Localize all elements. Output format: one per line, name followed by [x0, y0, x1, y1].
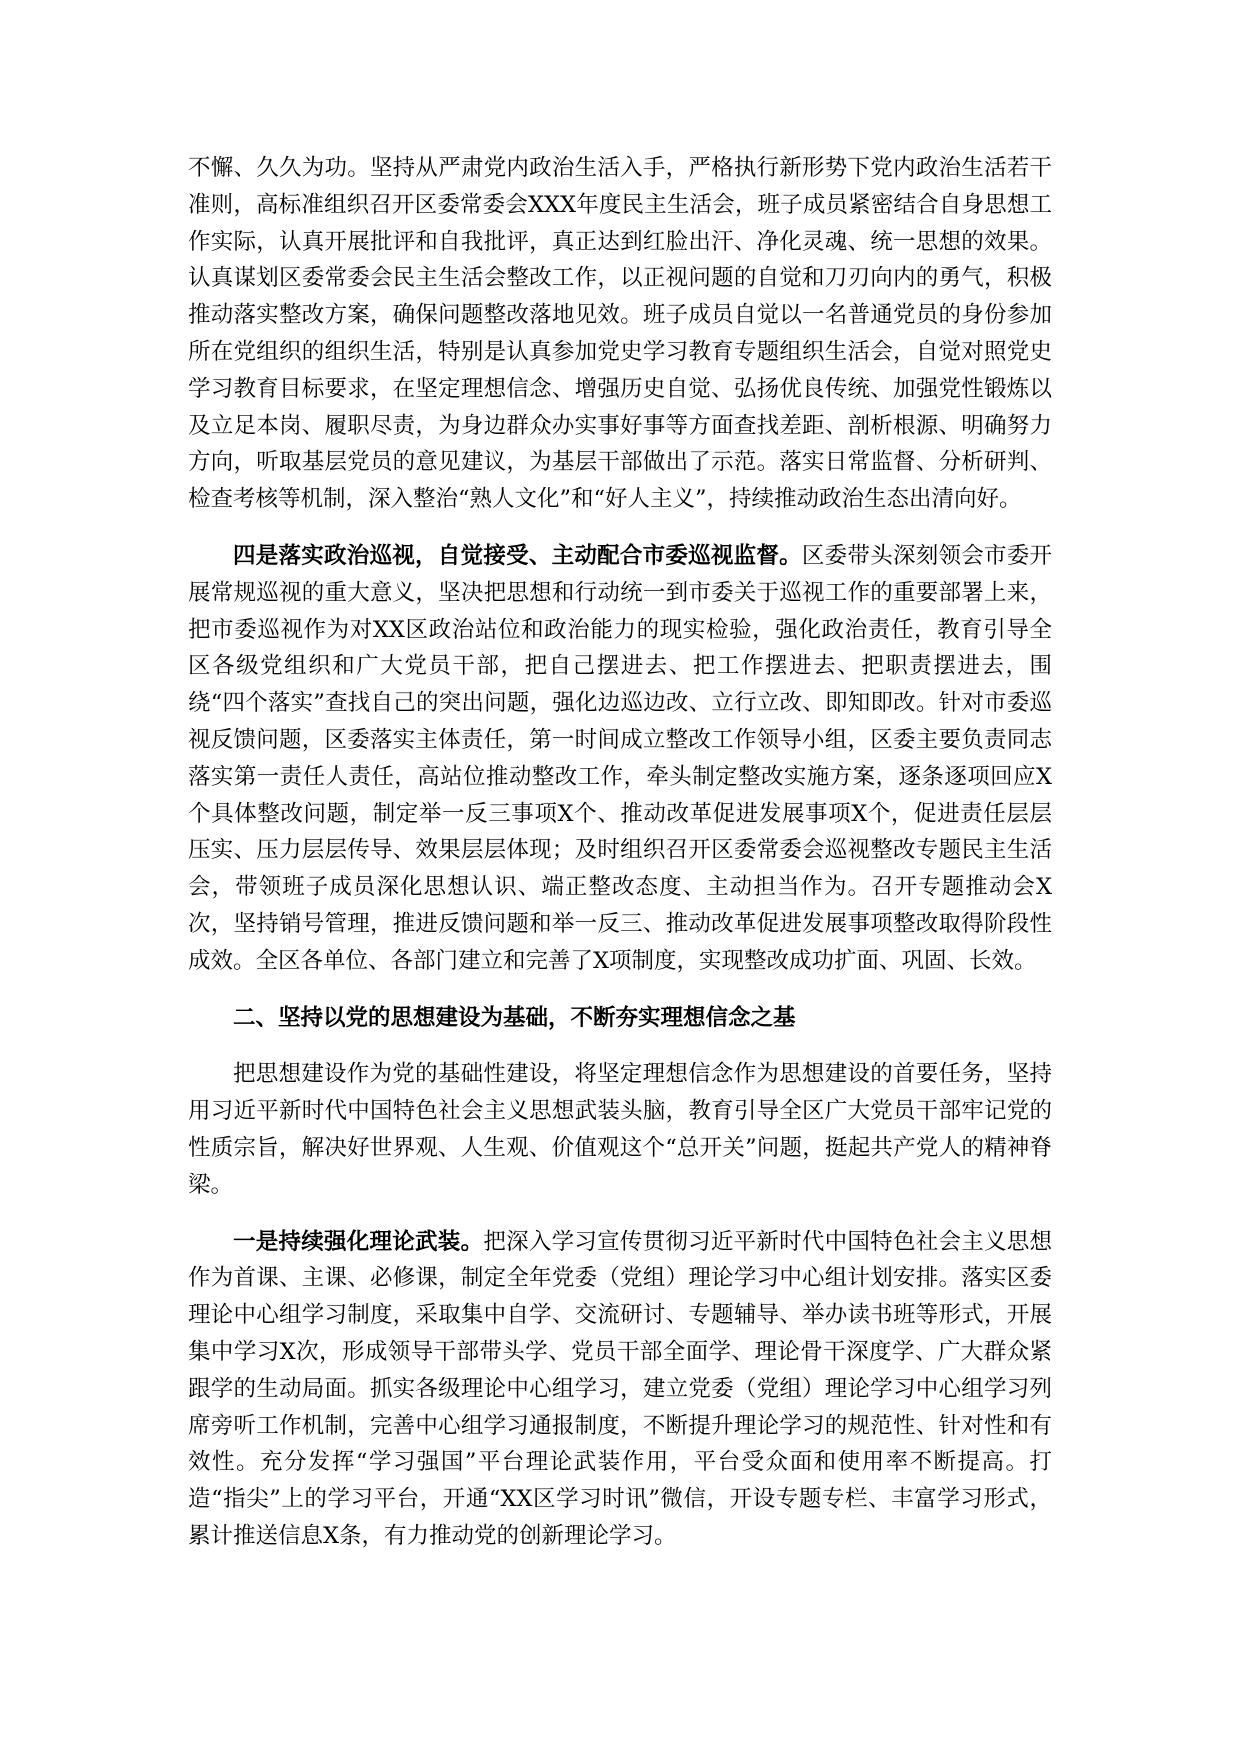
paragraph-text: 不懈、久久为功。坚持从严肃党内政治生活入手，严格执行新形势下党内政治生活若干准则，高标准组织召开区委常委会XXX年度民主生活会，班子成员紧密结合自身思想工作实际，认真开展批评和自我批评，真正达到红脸出汗、净化灵魂、统一思想的效果。认真谋划区委常委会民主生活会整改工作，以正视问题的自觉和刀刃向内的勇气，积极推动落实整改方案，确保问题整改落地见效。班子成员自觉以一名普通党员的身份参加所在党组织的组织生活，特别是认真参加党史学习教育专题组织生活会，自觉对照党史学习教育目标要求，在坚定理想信念、增强历史自觉、弘扬优良传统、加强党性锻炼以及立足本岗、履职尽责，为身边群众办实事好事等方面查找差距、剖析根源、明确努力方向，听取基层党员的意见建议，为基层干部做出了示范。落实日常监督、分析研判、检查考核等机制，深入整治“熟人文化”和“好人主义”，持续推动政治生态出清向好。	[188, 155, 1052, 513]
paragraph-theory	[188, 1224, 1052, 1555]
paragraph-lead: 四是落实政治巡视，自觉接受、主动配合市委巡视监督。	[233, 542, 802, 569]
paragraph-continued	[188, 150, 1052, 518]
paragraph-text: 区委带头深刻领会市委开展常规巡视的重大意义，坚决把思想和行动统一到市委关于巡视工作的重要部署上来，把市委巡视作为对XX区政治站位和政治能力的现实检验，强化政治责任，教育引导全区各级党组织和广大党员干部，把自己摆进去、把工作摆进去、把职责摆进去，围绕“四个落实”查找自己的突出问题，强化边巡边改、立行立改、即知即改。针对市委巡视反馈问题，区委落实主体责任，第一时间成立整改工作领导小组，区委主要负责同志落实第一责任人责任，高站位推动整改工作，牵头制定整改实施方案，逐条逐项回应X个具体整改问题，制定举一反三事项X个、推动改革促进发展事项X个，促进责任层层压实、压力层层传导、效果层层体现；及时组织召开区委常委会巡视整改专题民主生活会，带领班子成员深化思想认识、端正整改态度、主动担当作为。召开专题推动会X次，坚持销号管理，推进反馈问题和举一反三、推动改革促进发展事项整改取得阶段性成效。全区各单位、各部门建立和完善了X项制度，实现整改成功扩面、巩固、长效。	[188, 542, 1052, 974]
paragraph-inspection	[188, 538, 1052, 980]
paragraph-lead: 一是持续强化理论武装。	[233, 1228, 484, 1255]
paragraph-text: 把深入学习宣传贯彻习近平新时代中国特色社会主义思想作为首课、主课、必修课，制定全年党委（党组）理论学习中心组计划安排。落实区委理论中心组学习制度，采取集中自学、交流研讨、专题辅导、举办读书班等形式，开展集中学习X次，形成领导干部带头学、党员干部全面学、理论骨干深度学、广大群众紧跟学的生动局面。抓实各级理论中心组学习，建立党委（党组）理论学习中心组学习列席旁听工作机制，完善中心组学习通报制度，不断提升理论学习的规范性、针对性和有效性。充分发挥“学习强国”平台理论武装作用，平台受众面和使用率不断提高。打造“指尖”上的学习平台，开通“XX区学习时讯”微信，开设专题专栏、丰富学习形式，累计推送信息X条，有力推动党的创新理论学习。	[188, 1228, 1052, 1549]
section-heading: 二、坚持以党的思想建设为基础，不断夯实理想信念之基	[233, 1004, 796, 1031]
document-page	[188, 150, 1052, 1555]
section-intro: 把思想建设作为党的基础性建设，将坚定理想信念作为思想建设的首要任务，坚持用习近平新时代中国特色社会主义思想武装头脑，教育引导全区广大党员干部牢记党的性质宗旨，解决好世界观、人生观、价值观这个“总开关”问题，挺起共产党人的精神脊梁。	[188, 1061, 1052, 1198]
